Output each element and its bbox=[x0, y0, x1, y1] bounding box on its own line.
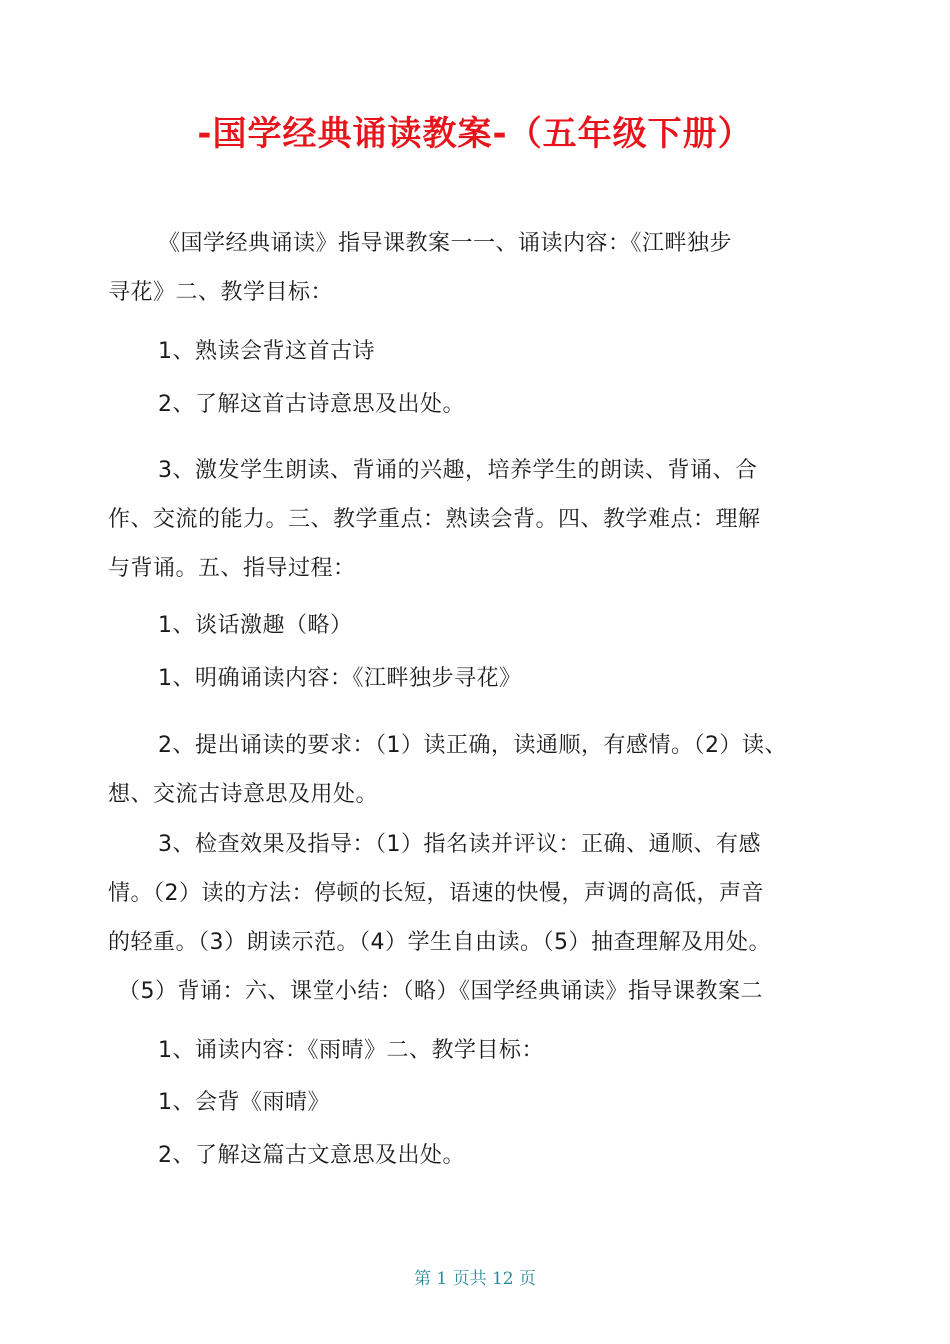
paragraph-6 bbox=[108, 654, 850, 703]
paragraph-line: 1、诵读内容：《雨晴》二、教学目标： bbox=[158, 1038, 544, 1063]
paragraph-line: 的轻重。（3）朗读示范。（4）学生自由读。（5）抽查理解及用处。 bbox=[108, 930, 771, 955]
paragraph-line: 作、交流的能力。三、教学重点：熟读会背。四、教学难点：理解 bbox=[108, 507, 761, 532]
paragraph-8 bbox=[108, 820, 850, 1016]
paragraph-line: （5）背诵：六、课堂小结：（略）《国学经典诵读》指导课教案二 bbox=[118, 979, 763, 1004]
paragraph-line: 1、谈话激趣（略） bbox=[158, 613, 353, 638]
paragraph-line: 2、了解这篇古文意思及出处。 bbox=[158, 1143, 465, 1168]
document-title: -国学经典诵读教案-（五年级下册） bbox=[197, 114, 753, 154]
paragraph-line: 想、交流古诗意思及用处。 bbox=[108, 782, 379, 807]
paragraph-7 bbox=[108, 721, 850, 819]
paragraph-2 bbox=[108, 327, 850, 376]
paragraph-line: 1、熟读会背这首古诗 bbox=[158, 339, 375, 364]
paragraph-line: 2、提出诵读的要求：（1）读正确，读通顺，有感情。（2）读、 bbox=[158, 733, 787, 758]
paragraph-9 bbox=[108, 1026, 850, 1075]
paragraph-line: 情。（2）读的方法：停顿的长短，语速的快慢，声调的高低，声音 bbox=[108, 881, 764, 906]
paragraph-1 bbox=[108, 219, 850, 317]
paragraph-line: 1、会背《雨晴》 bbox=[158, 1090, 330, 1115]
paragraph-line: 寻花》二、教学目标： bbox=[108, 280, 334, 305]
paragraph-line: 《国学经典诵读》指导课教案一一、诵读内容：《江畔独步 bbox=[158, 231, 733, 256]
paragraph-4 bbox=[108, 446, 850, 593]
paragraph-line: 3、检查效果及指导：（1）指名读并评议：正确、通顺、有感 bbox=[158, 832, 761, 857]
page-footer: 第 1 页共 12 页 bbox=[413, 1269, 537, 1289]
paragraph-3 bbox=[108, 380, 850, 429]
paragraph-10 bbox=[108, 1078, 850, 1127]
paragraph-5 bbox=[108, 601, 850, 650]
paragraph-line: 与背诵。五、指导过程： bbox=[108, 556, 356, 581]
paragraph-line: 3、激发学生朗读、背诵的兴趣，培养学生的朗读、背诵、合 bbox=[158, 458, 758, 483]
paragraph-line: 1、明确诵读内容：《江畔独步寻花》 bbox=[158, 666, 522, 691]
paragraph-line: 2、了解这首古诗意思及出处。 bbox=[158, 392, 465, 417]
paragraph-11 bbox=[108, 1131, 850, 1180]
